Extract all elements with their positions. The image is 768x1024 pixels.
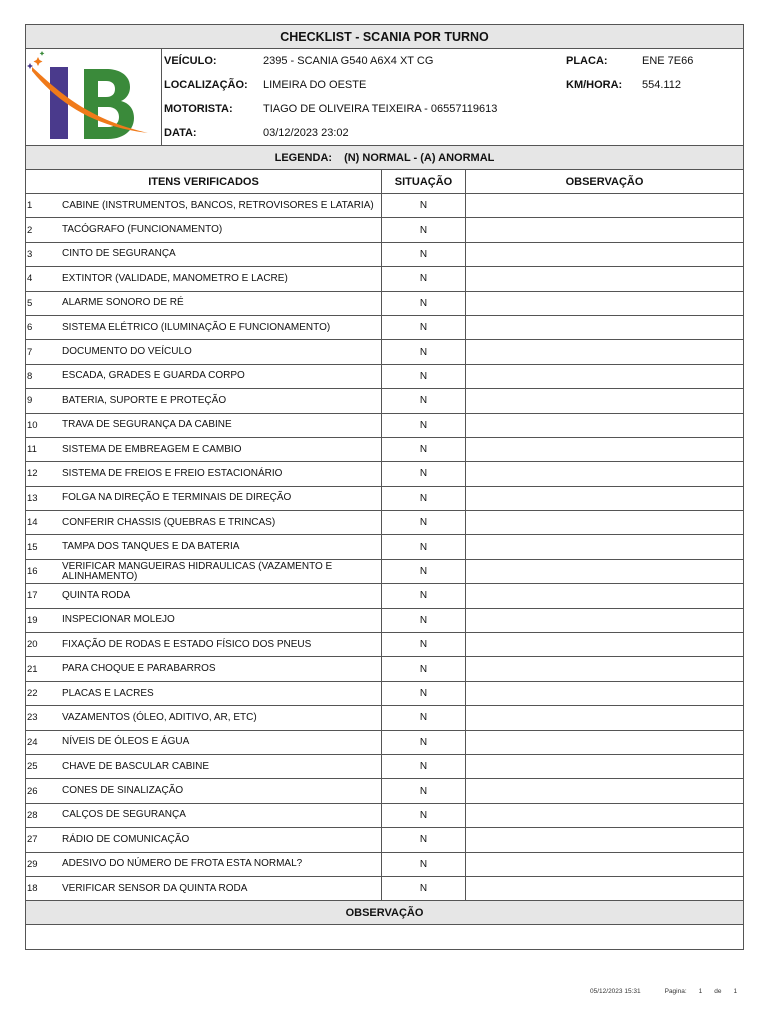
- info-line-motorista: [162, 97, 743, 121]
- item-situacao: N: [382, 560, 466, 583]
- item-situacao: N: [382, 365, 466, 388]
- observacao-title: OBSERVAÇÃO: [26, 901, 743, 925]
- table-row: [26, 853, 743, 877]
- table-row: [26, 438, 743, 462]
- item-observacao: [466, 657, 743, 680]
- table-row: [26, 755, 743, 779]
- item-situacao: N: [382, 633, 466, 656]
- item-description: CABINE (INSTRUMENTOS, BANCOS, RETROVISORES E LATARIA): [62, 194, 382, 217]
- item-situacao: N: [382, 389, 466, 412]
- item-observacao: [466, 584, 743, 607]
- item-number: 13: [27, 492, 38, 504]
- item-observacao: [466, 731, 743, 754]
- item-situacao: N: [382, 243, 466, 266]
- page-footer: [590, 988, 737, 995]
- item-number: 7: [27, 346, 33, 358]
- item-number: 28: [27, 809, 38, 821]
- col-observacao: OBSERVAÇÃO: [565, 175, 644, 188]
- item-number: 17: [27, 590, 38, 602]
- item-situacao: N: [382, 194, 466, 217]
- item-description: SISTEMA DE FREIOS E FREIO ESTACIONÁRIO: [62, 462, 382, 485]
- item-observacao: [466, 779, 743, 802]
- item-description: RÁDIO DE COMUNICAÇÃO: [62, 828, 382, 851]
- item-situacao: N: [382, 292, 466, 315]
- item-description: CONES DE SINALIZAÇÃO: [62, 779, 382, 802]
- item-observacao: [466, 194, 743, 217]
- item-situacao: N: [382, 755, 466, 778]
- item-number: 29: [27, 858, 38, 870]
- item-situacao: N: [382, 657, 466, 680]
- item-number: 6: [27, 322, 33, 334]
- info-line-veiculo: [162, 49, 743, 73]
- item-observacao: [466, 292, 743, 315]
- logo-cell: [26, 49, 162, 145]
- table-row: [26, 584, 743, 608]
- item-observacao: [466, 462, 743, 485]
- item-observacao: [466, 535, 743, 558]
- item-number: 4: [27, 273, 33, 285]
- item-situacao: N: [382, 828, 466, 851]
- table-row: [26, 316, 743, 340]
- item-observacao: [466, 682, 743, 705]
- item-observacao: [466, 828, 743, 851]
- item-number: 9: [27, 395, 33, 407]
- company-logo-icon: [26, 49, 162, 146]
- item-observacao: [466, 365, 743, 388]
- table-row: [26, 487, 743, 511]
- data-label: DATA:: [164, 127, 197, 139]
- item-number: 16: [27, 566, 38, 578]
- item-observacao: [466, 218, 743, 241]
- item-observacao: [466, 609, 743, 632]
- table-row: [26, 462, 743, 486]
- item-number: 21: [27, 663, 38, 675]
- item-number: 8: [27, 370, 33, 382]
- checklist-rows: [26, 194, 743, 901]
- col-situacao: SITUAÇÃO: [382, 170, 466, 193]
- table-row: [26, 365, 743, 389]
- item-observacao: [466, 267, 743, 290]
- item-situacao: N: [382, 218, 466, 241]
- item-description: ALARME SONORO DE RÉ: [62, 292, 382, 315]
- item-number: 22: [27, 688, 38, 699]
- item-description: TAMPA DOS TANQUES E DA BATERIA: [62, 535, 382, 558]
- item-number: 3: [27, 248, 33, 260]
- item-description: DOCUMENTO DO VEÍCULO: [62, 340, 382, 363]
- item-observacao: [466, 706, 743, 729]
- item-number: 10: [27, 419, 38, 431]
- kmhora-value: 554.112: [642, 79, 681, 91]
- item-situacao: N: [382, 462, 466, 485]
- item-number: 14: [27, 517, 38, 529]
- observacao-body: [26, 925, 743, 949]
- table-header: [26, 170, 743, 194]
- item-description: VAZAMENTOS (ÓLEO, ADITIVO, AR, ETC): [62, 706, 382, 729]
- legend-row: [26, 146, 743, 170]
- item-situacao: N: [382, 682, 466, 705]
- item-number: 11: [27, 444, 37, 456]
- table-row: [26, 706, 743, 730]
- item-description: QUINTA RODA: [62, 584, 382, 607]
- item-situacao: N: [382, 779, 466, 802]
- localizacao-value: LIMEIRA DO OESTE: [263, 79, 367, 91]
- table-row: [26, 657, 743, 681]
- table-row: [26, 779, 743, 803]
- item-situacao: N: [382, 706, 466, 729]
- item-observacao: [466, 243, 743, 266]
- item-number: 27: [27, 834, 38, 846]
- item-observacao: [466, 633, 743, 656]
- motorista-label: MOTORISTA:: [164, 103, 233, 115]
- item-number: 5: [27, 297, 33, 309]
- item-description: TACÓGRAFO (FUNCIONAMENTO): [62, 218, 382, 241]
- item-description: VERIFICAR MANGUEIRAS HIDRAULICAS (VAZAMENTO E ALINHAMENTO): [62, 560, 382, 583]
- item-number: 15: [27, 541, 38, 553]
- item-number: 23: [27, 712, 38, 724]
- kmhora-label: KM/HORA:: [566, 79, 623, 91]
- item-description: VERIFICAR SENSOR DA QUINTA RODA: [62, 877, 382, 900]
- item-description: PLACAS E LACRES: [62, 682, 382, 705]
- info-line-data: [162, 121, 743, 145]
- item-situacao: N: [382, 804, 466, 827]
- item-description: TRAVA DE SEGURANÇA DA CABINE: [62, 414, 382, 437]
- item-observacao: [466, 560, 743, 583]
- item-situacao: N: [382, 316, 466, 339]
- item-number: 18: [27, 883, 38, 895]
- page-title: CHECKLIST - SCANIA POR TURNO: [26, 25, 743, 49]
- item-description: FIXAÇÃO DE RODAS E ESTADO FÍSICO DOS PNEUS: [62, 633, 382, 656]
- motorista-value: TIAGO DE OLIVEIRA TEIXEIRA - 06557119613: [263, 103, 498, 115]
- item-description: ADESIVO DO NÚMERO DE FROTA ESTA NORMAL?: [62, 853, 382, 876]
- item-situacao: N: [382, 609, 466, 632]
- footer-total: 1: [733, 988, 738, 995]
- veiculo-value: 2395 - SCANIA G540 A6X4 XT CG: [263, 55, 434, 67]
- table-row: [26, 633, 743, 657]
- item-situacao: N: [382, 535, 466, 558]
- item-situacao: N: [382, 511, 466, 534]
- item-observacao: [466, 487, 743, 510]
- placa-value: ENE 7E66: [642, 55, 694, 67]
- item-situacao: N: [382, 731, 466, 754]
- item-number: 19: [27, 614, 38, 626]
- table-row: [26, 414, 743, 438]
- table-row: [26, 877, 743, 901]
- item-description: SISTEMA ELÉTRICO (ILUMINAÇÃO E FUNCIONAMENTO): [62, 316, 382, 339]
- item-description: EXTINTOR (VALIDADE, MANOMETRO E LACRE): [62, 267, 382, 290]
- veiculo-label: VEÍCULO:: [164, 55, 217, 67]
- table-row: [26, 828, 743, 852]
- item-description: CINTO DE SEGURANÇA: [62, 243, 382, 266]
- item-situacao: N: [382, 414, 466, 437]
- legend-text: (N) NORMAL - (A) ANORMAL: [344, 151, 495, 164]
- footer-de-label: de: [714, 988, 722, 995]
- footer-timestamp: 05/12/2023 15:31: [590, 988, 641, 995]
- checklist-sheet: [25, 24, 744, 950]
- item-description: NÍVEIS DE ÓLEOS E ÁGUA: [62, 731, 382, 754]
- item-number: 1: [27, 200, 33, 212]
- table-row: [26, 243, 743, 267]
- item-situacao: N: [382, 584, 466, 607]
- footer-pagina-label: Pagina:: [664, 988, 687, 995]
- item-description: SISTEMA DE EMBREAGEM E CAMBIO: [62, 438, 382, 461]
- item-observacao: [466, 804, 743, 827]
- table-row: [26, 194, 743, 218]
- table-row: [26, 389, 743, 413]
- header-block: [26, 49, 743, 146]
- item-description: ESCADA, GRADES E GUARDA CORPO: [62, 365, 382, 388]
- table-row: [26, 267, 743, 291]
- table-row: [26, 218, 743, 242]
- table-row: [26, 511, 743, 535]
- item-number: 24: [27, 736, 38, 748]
- item-observacao: [466, 511, 743, 534]
- item-observacao: [466, 853, 743, 876]
- localizacao-label: LOCALIZAÇÃO:: [164, 79, 248, 91]
- item-description: CONFERIR CHASSIS (QUEBRAS E TRINCAS): [62, 511, 382, 534]
- data-value: 03/12/2023 23:02: [263, 127, 349, 139]
- table-row: [26, 682, 743, 706]
- item-situacao: N: [382, 340, 466, 363]
- item-situacao: N: [382, 877, 466, 900]
- table-row: [26, 560, 743, 584]
- item-situacao: N: [382, 853, 466, 876]
- table-row: [26, 535, 743, 559]
- item-situacao: N: [382, 438, 466, 461]
- placa-label: PLACA:: [566, 55, 608, 67]
- item-description: FOLGA NA DIREÇÃO E TERMINAIS DE DIREÇÃO: [62, 487, 382, 510]
- item-number: 26: [27, 785, 38, 797]
- item-situacao: N: [382, 267, 466, 290]
- item-number: 20: [27, 639, 38, 651]
- info-line-localizacao: [162, 73, 743, 97]
- col-itens-verificados: ITENS VERIFICADOS: [26, 170, 382, 193]
- item-number: 25: [27, 761, 38, 773]
- footer-page: 1: [698, 988, 703, 995]
- item-description: INSPECIONAR MOLEJO: [62, 609, 382, 632]
- item-observacao: [466, 755, 743, 778]
- item-description: CHAVE DE BASCULAR CABINE: [62, 755, 382, 778]
- item-observacao: [466, 414, 743, 437]
- item-description: BATERIA, SUPORTE E PROTEÇÃO: [62, 389, 382, 412]
- table-row: [26, 804, 743, 828]
- item-number: 2: [27, 224, 33, 236]
- item-situacao: N: [382, 487, 466, 510]
- item-observacao: [466, 316, 743, 339]
- vehicle-info: [162, 49, 743, 145]
- item-observacao: [466, 877, 743, 900]
- item-observacao: [466, 438, 743, 461]
- item-description: CALÇOS DE SEGURANÇA: [62, 804, 382, 827]
- table-row: [26, 731, 743, 755]
- item-number: 12: [27, 468, 38, 480]
- table-row: [26, 292, 743, 316]
- item-description: PARA CHOQUE E PARABARROS: [62, 657, 382, 680]
- item-observacao: [466, 340, 743, 363]
- table-row: [26, 609, 743, 633]
- legend-label: LEGENDA:: [274, 151, 333, 164]
- item-observacao: [466, 389, 743, 412]
- table-row: [26, 340, 743, 364]
